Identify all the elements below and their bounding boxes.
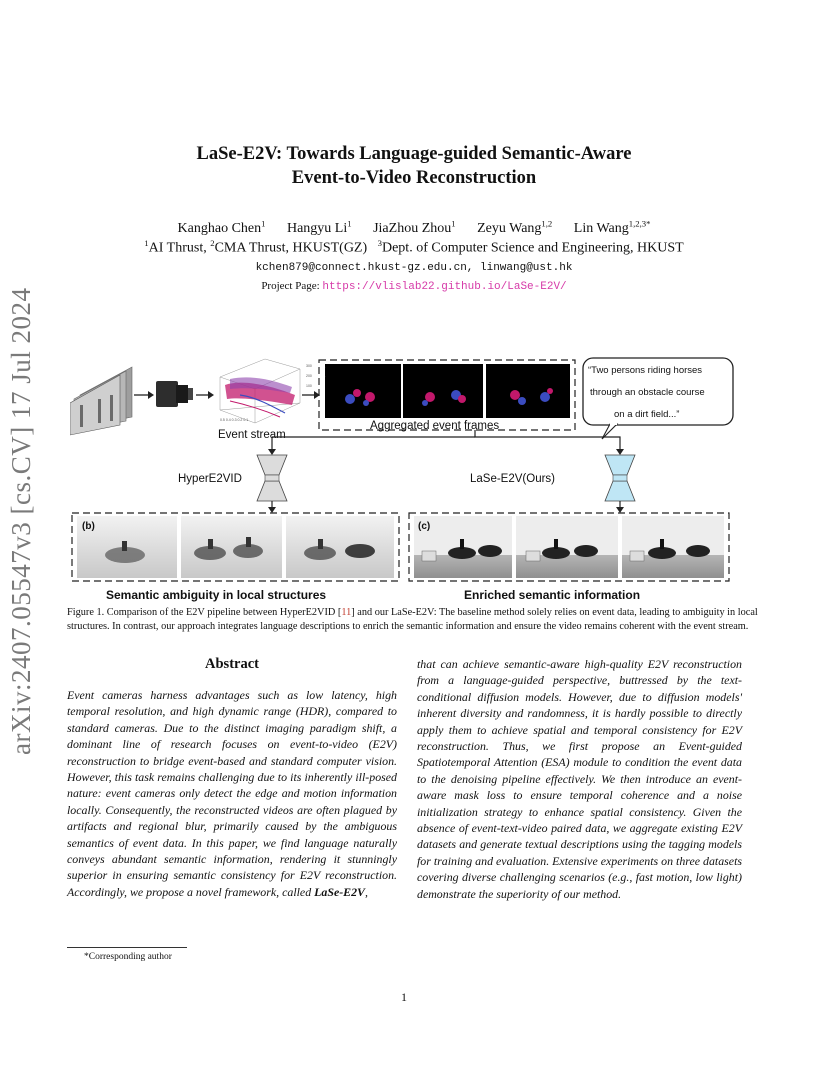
quote-line: through an obstacle course xyxy=(590,387,705,398)
title-line-2: Event-to-Video Reconstruction xyxy=(291,168,537,188)
figure-1 xyxy=(70,355,760,605)
event-frame xyxy=(403,364,483,418)
reconstructed-frame xyxy=(286,516,394,578)
text-description-bubble xyxy=(583,358,733,439)
author-list xyxy=(80,218,748,237)
reconstructed-frame xyxy=(181,516,282,578)
event-stream-plot xyxy=(220,359,312,423)
author: Lin Wang$^{1,2,3*}$ xyxy=(573,218,651,236)
reconstructed-frame xyxy=(516,516,618,578)
event-frame xyxy=(486,364,570,418)
project-label: Project Page: xyxy=(261,280,323,292)
author-emails: kchen879@connect.hkust-gz.edu.cn, linwang@ust.hk xyxy=(255,262,573,274)
svg-text:300: 300 xyxy=(306,364,312,368)
lase-e2v-label: LaSe-E2V(Ours) xyxy=(470,473,556,485)
quote-line: “Two persons riding horses xyxy=(588,365,703,376)
panel-b-marker: (b) xyxy=(82,521,95,532)
panel-a-marker: ( xyxy=(322,367,326,378)
arxiv-identifier: arXiv:2407.05547v3 [cs.CV] 17 Jul 2024 xyxy=(6,287,36,755)
footnote: *Corresponding author xyxy=(84,952,172,962)
hypere2vid-label: HyperE2VID xyxy=(178,473,242,485)
affiliations: $^1$AI Thrust, $^2$CMA Thrust, HKUST(GZ) $^3$Dept. of Computer Science and Engineering, HKUST xyxy=(144,238,684,256)
abstract-heading: Abstract xyxy=(205,656,259,672)
citation-link[interactable]: 11 xyxy=(341,607,352,618)
footnote-divider xyxy=(67,947,187,948)
svg-text:200: 200 xyxy=(306,374,312,378)
method-name: LaSe-E2V xyxy=(314,884,365,899)
reconstructed-frame xyxy=(622,516,724,578)
paper-title xyxy=(100,142,728,190)
project-page xyxy=(100,280,728,293)
left-caption: Semantic ambiguity in local structures xyxy=(106,588,327,602)
figure-caption: Figure 1. Comparison of the E2V pipeline between HyperE2VID [11] and our LaSe-E2V: The baseline method solely relies on event data, leading to ambiguity in local structures. In contrast, our approach integrates language descriptions to enrich the semantic information and ensure the video remains coherent with the event stream. xyxy=(67,607,758,632)
svg-text:100: 100 xyxy=(306,384,312,388)
author: Hangyu Li$^1$ xyxy=(286,218,352,236)
author: Kanghao Chen$^1$ xyxy=(177,218,266,236)
panel-c-marker: (c) xyxy=(418,521,431,532)
svg-text:0.5 0.4 0.3 0.2 0.1: 0.5 0.4 0.3 0.2 0.1 xyxy=(220,418,249,422)
event-stream-label: Event stream xyxy=(218,429,286,441)
right-caption: Enriched semantic information xyxy=(464,588,641,602)
hypere2vid-model-icon xyxy=(257,455,287,501)
aggregated-frames-label: Aggregated event frames xyxy=(370,420,500,432)
abstract-column-left: Event cameras harness advantages such as low latency, high temporal resolution, and high dynamic range (HDR), compared to standard cameras. Due to the distinct imaging paradigm shift, a dominant line of research focuses on event-to-video (E2V) reconstruction to bridge event-based and standard computer vision. However, this task remains challenging due to its inherently ill-posed nature: event cameras only detect the edge and motion information locally. Consequently, the reconstructed videos are often plagued by artifacts and regional blur, primarily caused by the ambiguous semantics of event data. In this paper, we find language naturally conveys abundant semantic information, rendering it stunningly superior in ensuring semantic consistency for E2V reconstruction. Accordingly, we propose a novel framework, called LaSe-E2V, xyxy=(67,688,397,899)
page-number: 1 xyxy=(401,990,407,1004)
author: Zeyu Wang$^{1,2}$ xyxy=(477,218,553,236)
event-camera-icon xyxy=(156,381,193,407)
input-frames xyxy=(70,367,132,435)
title-line-1: LaSe-E2V: Towards Language-guided Semantic-Aware xyxy=(196,144,632,164)
quote-line: on a dirt field...” xyxy=(614,409,680,420)
abstract-column-right: that can achieve semantic-aware high-quality E2V reconstruction from a language-guided perspective, buttressed by the text-conditional diffusion models. However, due to diffusion models' inherent diversity and randomness, it is hardly possible to directly apply them to achieve spatial and temporal consistency for E2V reconstruction. Thus, we first propose an Event-guided Spatiotemporal Attention (ESA) module to condition the event data to the denoising pipeline effectively. We then introduce an event-aware mask loss to ensure temporal coherence and a noise initialization strategy to enhance spatial consistency. Given the absence of event-text-video paired data, we aggregate existing E2V datasets and generate textual descriptions using the tagging models for training and evaluation. Extensive experiments on three datasets covering diverse challenging scenarios (e.g., fast motion, low light) demonstrate the superiority of our method. xyxy=(417,657,742,901)
lase-e2v-model-icon xyxy=(605,455,635,501)
author: JiaZhou Zhou$^1$ xyxy=(373,218,456,236)
event-frame xyxy=(325,364,401,418)
project-url-link[interactable]: https://vlislab22.github.io/LaSe-E2V/ xyxy=(322,281,567,293)
